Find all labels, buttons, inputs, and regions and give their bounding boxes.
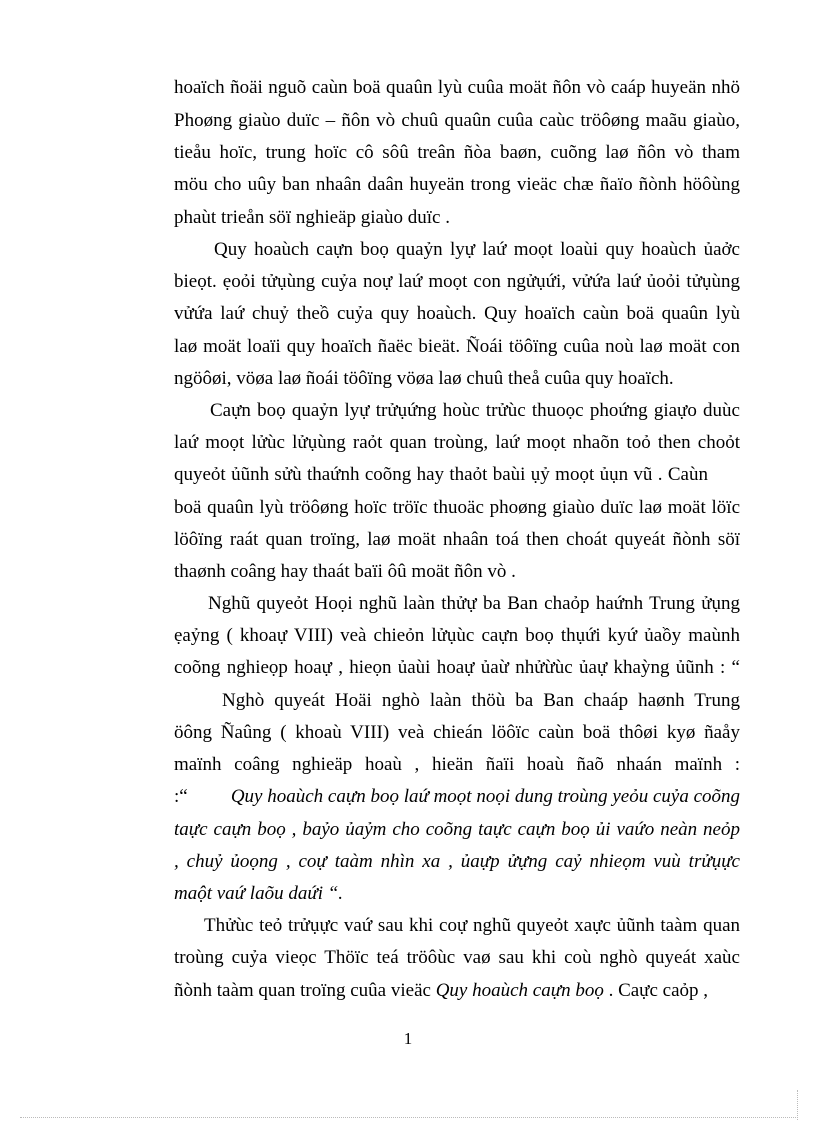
text-line: coõng nghieọp hoaự , hieọn ủaùi hoaự ủaừ nhửừùc ủaự khaỳng ủũnh : “	[174, 657, 740, 678]
text-line: tieåu hoïc, trung hoïc cô sôû treân ñòa baøn, cuõng laø ñôn vò tham	[174, 142, 740, 163]
text-line: Caựn boọ quaỷn lyự trửụứng hoùc trửùc thuoọc phoứng giaựo duùc	[210, 400, 740, 421]
text-line: thaønh coâng hay thaát baïi ôû moät ñôn vò .	[174, 561, 516, 582]
text-line: Nghũ quyeỏt Hoọi nghũ laàn thửự ba Ban chaỏp haứnh Trung ửụng	[208, 593, 740, 614]
text-segment: ñònh taàm quan troïng cuûa vieäc	[174, 980, 431, 1001]
emphasis-text: Quy hoaùch caựn boọ	[435, 980, 604, 1001]
quote-line: taực caựn boọ , baỷo ủaỷm cho coõng taực caựn boọ ủi vaứo neàn neỏp	[174, 819, 740, 840]
text-line: laø moät loaïi quy hoaïch ñaëc bieät. Ñoái töôïng cuûa noù laø moät con	[174, 336, 740, 357]
text-line: ẹaỷng ( khoaự VIII) veà chieỏn lửụùc caựn boọ thụứi kyứ ủaồy maùnh	[174, 625, 740, 646]
text-line: Quy hoaùch caựn boọ quaỷn lyự laứ moọt loaùi quy hoaùch ủaởc	[214, 239, 740, 260]
text-line: troùng cuỷa vieọc Thöïc teá tröôùc vaø sau khi coù nghò quyeát xaùc	[174, 947, 740, 968]
quote-text: Quy hoaùch caựn boọ laứ moọt noọi dung troùng yeỏu cuỷa coõng	[230, 786, 740, 807]
text-line: vửứa laứ chuỷ theồ cuỷa quy hoaùch. Quy hoaïch caùn boä quaûn lyù	[174, 303, 740, 324]
text-line: quyeỏt ủũnh sửù thaứnh coõng hay thaỏt baùi ụỷ moọt ủụn vũ . Caùn	[174, 464, 708, 485]
text-line: maïnh coâng nghieäp hoaù , hieän ñaïi hoaù ñaõ nhaán maïnh :	[174, 754, 740, 775]
text-line: löôïng raát quan troïng, laø moät nhaân toá then choát quyeát ñònh söï	[174, 529, 740, 550]
text-line	[174, 785, 740, 809]
text-line: phaùt trieån söï nghieäp giaùo duïc .	[174, 207, 450, 228]
page-border-divider	[20, 1117, 796, 1118]
quote-open: :“	[174, 786, 188, 807]
page-corner-divider	[797, 1090, 798, 1120]
text-line: Nghò quyeát Hoäi nghò laàn thöù ba Ban chaáp haønh Trung	[222, 690, 740, 711]
text-line: möu cho uûy ban nhaân daân huyeän trong vieäc chæ ñaïo ñònh höôùng	[174, 174, 740, 195]
text-line	[174, 979, 708, 1003]
text-line: laứ moọt lửùc lửụùng raỏt quan troùng, laứ moọt nhaõn toỏ then choỏt	[174, 432, 740, 453]
text-line: Phoøng giaùo duïc – ñôn vò chuû quaûn cuûa caùc tröôøng maãu giaùo,	[174, 110, 740, 131]
page-number: 1	[403, 1029, 413, 1048]
quote-line: , chuỷ ủoọng , coự taàm nhìn xa , ủaựp ửựng caỷ nhieọm vuù trửụực	[174, 851, 740, 872]
text-line: öông Ñaûng ( khoaù VIII) veà chieán löôïc caùn boä thôøi kyø ñaåy	[174, 722, 740, 743]
quote-line: maột vaứ laõu daứi “.	[174, 883, 344, 904]
text-line: bieọt. ẹoỏi tửụùng cuỷa noự laứ moọt con ngửụứi, vửứa laứ ủoỏi tửụùng	[174, 271, 740, 292]
text-line: boä quaûn lyù tröôøng hoïc tröïc thuoäc phoøng giaùo duïc laø moät löïc	[174, 497, 740, 518]
text-line: Thửùc teỏ trửụực vaứ sau khi coự nghũ quyeỏt xaực ủũnh taàm quan	[204, 915, 740, 936]
text-line: hoaïch ñoäi nguõ caùn boä quaûn lyù cuûa moät ñôn vò caáp huyeän nhö	[174, 77, 740, 98]
text-segment: . Caực caỏp ,	[608, 980, 709, 1001]
text-line: ngöôøi, vöøa laø ñoái töôïng vöøa laø chuû theå cuûa quy hoaïch.	[174, 368, 674, 389]
